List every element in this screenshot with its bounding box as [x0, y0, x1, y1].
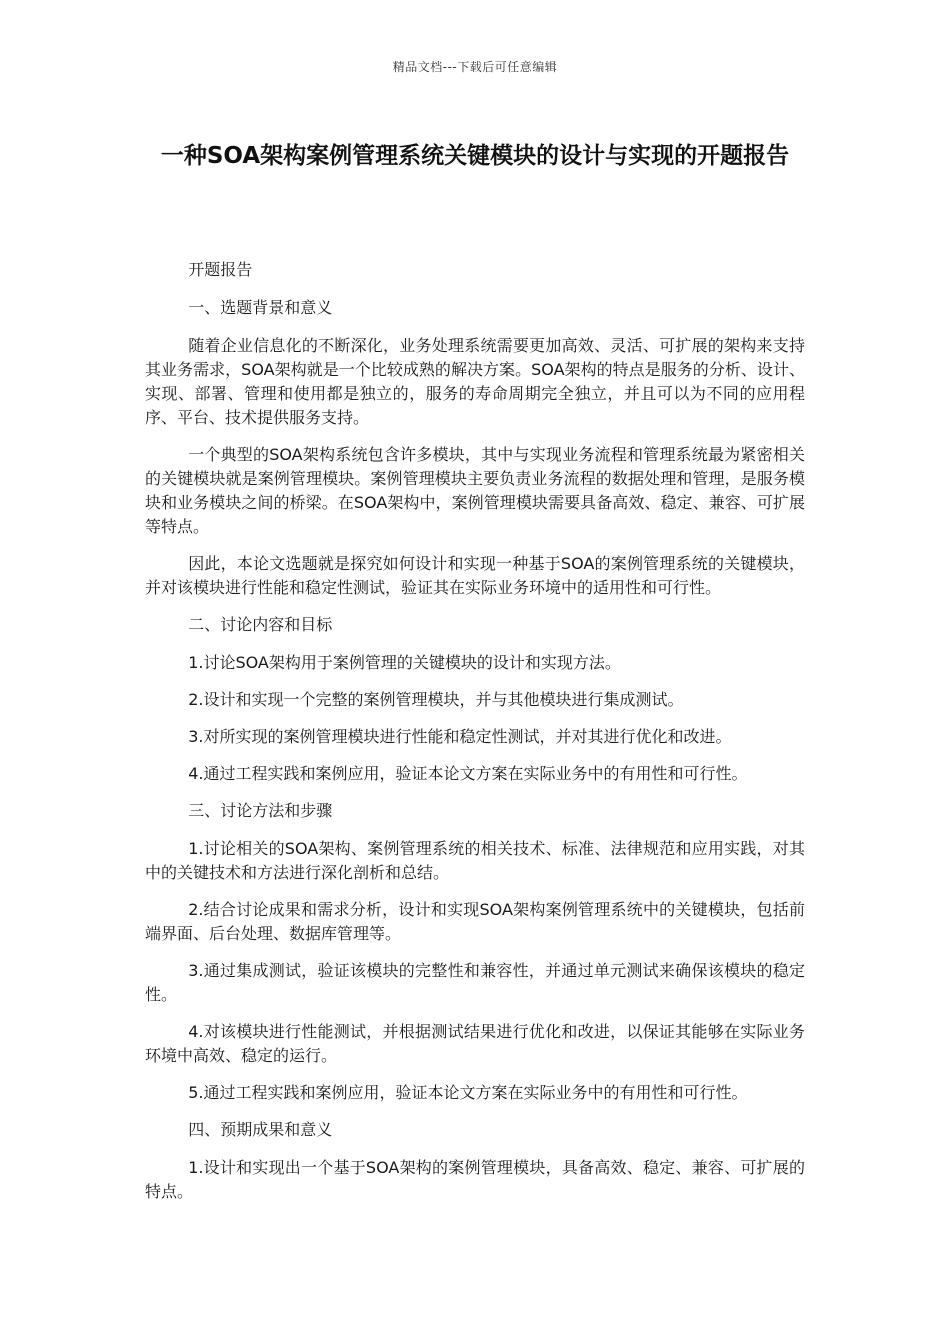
- list-item-method-1: 1.讨论相关的SOA架构、案例管理系统的相关技术、标准、法律规范和应用实践，对其中的关键技术和方法进行深化剖析和总结。: [145, 839, 805, 882]
- section-heading-methods: 三、讨论方法和步骤: [188, 801, 333, 820]
- paragraph-background-2: 一个典型的SOA架构系统包含许多模块，其中与实现业务流程和管理系统最为紧密相关的关键模块就是案例管理模块。案例管理模块主要负责业务流程的数据处理和管理，是服务模块和业务模块之间的桥梁。在SOA架构中，案例管理模块需要具备高效、稳定、兼容、可扩展等特点。: [145, 445, 805, 536]
- list-item-outcome-1: 1.设计和实现出一个基于SOA架构的案例管理模块，具备高效、稳定、兼容、可扩展的特点。: [145, 1158, 805, 1201]
- list-item-goal-3: 3.对所实现的案例管理模块进行性能和稳定性测试，并对其进行优化和改进。: [188, 727, 732, 746]
- report-label: 开题报告: [188, 260, 253, 279]
- list-item-goal-2: 2.设计和实现一个完整的案例管理模块，并与其他模块进行集成测试。: [188, 690, 684, 709]
- list-item-method-3: 3.通过集成测试，验证该模块的完整性和兼容性，并通过单元测试来确保该模块的稳定性。: [145, 961, 805, 1004]
- list-item-goal-4: 4.通过工程实践和案例应用，验证本论文方案在实际业务中的有用性和可行性。: [188, 764, 748, 783]
- section-heading-background: 一、选题背景和意义: [188, 298, 333, 317]
- paragraph-background-1: 随着企业信息化的不断深化，业务处理系统需要更加高效、灵活、可扩展的架构来支持其业务需求，SOA架构就是一个比较成熟的解决方案。SOA架构的特点是服务的分析、设计、实现、部署、管理和使用都是独立的，服务的寿命周期完全独立，并且可以为不同的应用程序、平台、技术提供服务支持。: [145, 336, 805, 427]
- page-header-watermark: 精品文档---下载后可任意编辑: [392, 60, 558, 74]
- section-heading-outcomes: 四、预期成果和意义: [188, 1120, 333, 1139]
- list-item-goal-1: 1.讨论SOA架构用于案例管理的关键模块的设计和实现方法。: [188, 653, 621, 672]
- list-item-method-4: 4.对该模块进行性能测试，并根据测试结果进行优化和改进，以保证其能够在实际业务环境中高效、稳定的运行。: [145, 1022, 805, 1065]
- paragraph-background-3: 因此，本论文选题就是探究如何设计和实现一种基于SOA的案例管理系统的关键模块，并对该模块进行性能和稳定性测试，验证其在实际业务环境中的适用性和可行性。: [145, 554, 805, 597]
- document-body: [145, 258, 805, 1217]
- list-item-method-2: 2.结合讨论成果和需求分析，设计和实现SOA架构案例管理系统中的关键模块，包括前端界面、后台处理、数据库管理等。: [145, 900, 805, 943]
- section-heading-content-goals: 二、讨论内容和目标: [188, 615, 333, 634]
- document-title: 一种SOA架构案例管理系统关键模块的设计与实现的开题报告: [160, 143, 790, 169]
- list-item-method-5: 5.通过工程实践和案例应用，验证本论文方案在实际业务中的有用性和可行性。: [188, 1083, 748, 1102]
